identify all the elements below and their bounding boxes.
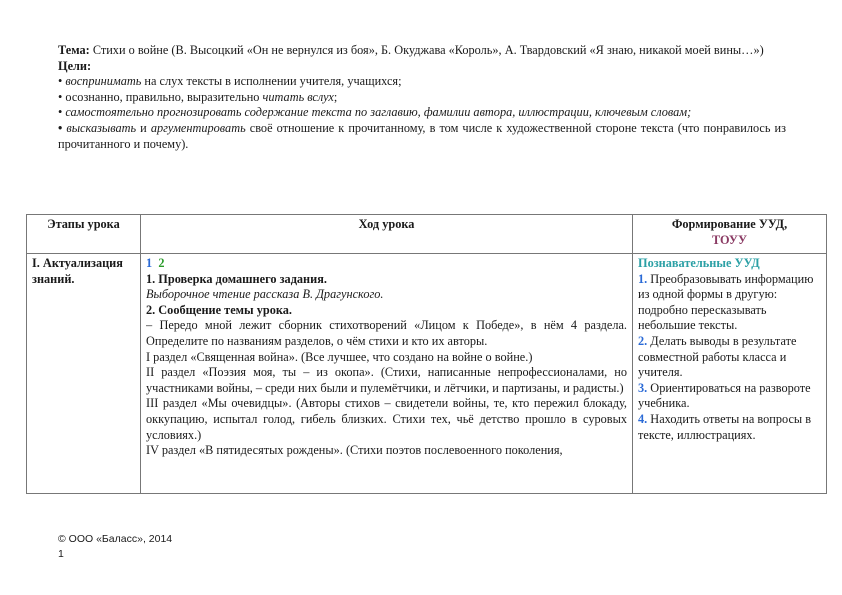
goal-text: своё отношение к прочитанному, в том числе к художественной стороне текста (что понравилось из прочитанного и почему). [58, 120, 786, 151]
paragraph: III раздел «Мы очевидцы». (Авторы стихов – свидетели войны, те, кто пережил блокаду, оккупацию, испытал голод, гибель близких. Стихи тех, чьё детство прошло в суровых условиях.) [146, 396, 627, 442]
uud-item-text: Делать выводы в результате совместной работы класса и учителя. [638, 333, 797, 380]
lesson-table [26, 214, 827, 494]
lesson-intro [58, 43, 786, 152]
goal-emphasis: воспринимать [65, 74, 142, 89]
goal-item [58, 90, 786, 106]
topic-label: Тема: [58, 43, 90, 57]
header-uud-label: Формирование УУД, [671, 217, 788, 231]
slide-numbers [146, 256, 627, 272]
slide-number: 1 [146, 256, 153, 270]
uud-item [638, 412, 821, 443]
header-stages: Этапы урока [27, 215, 141, 254]
goal-text: ; [333, 89, 338, 104]
uud-item [638, 272, 821, 334]
table-header-row [27, 215, 827, 254]
goal-emphasis: читать вслух [262, 89, 334, 104]
goals-label: Цели: [58, 58, 92, 73]
uud-item-number: 1. [638, 271, 648, 286]
goals-heading [58, 59, 786, 75]
goal-text: и [136, 120, 151, 135]
table-row [27, 254, 827, 494]
paragraph: I раздел «Священная война». (Все лучшее, что создано на войне о войне.) [146, 349, 533, 364]
goal-emphasis: аргументировать [150, 120, 246, 135]
goal-text: на слух тексты в исполнении учителя, учащихся; [141, 74, 402, 89]
uud-item [638, 381, 821, 412]
slide-number: 2 [158, 256, 165, 270]
header-toou-label: ТОУУ [712, 232, 747, 247]
uud-item-text: Преобразовывать информацию из одной формы в другую: подробно пересказывать небольшие тексты. [638, 271, 814, 333]
uud-item-number: 2. [638, 333, 648, 348]
goal-item [58, 105, 786, 121]
uud-item [638, 334, 821, 381]
header-uud [633, 215, 827, 254]
uud-title: Познавательные УУД [638, 256, 760, 270]
stage-title: I. Актуализация знаний. [32, 256, 123, 286]
goal-item [58, 121, 786, 152]
uud-item-text: Ориентироваться на развороте учебника. [638, 380, 811, 411]
goal-emphasis: высказывать [66, 120, 137, 135]
paragraph: IV раздел «В пятидесятых рождены». (Стихи поэтов послевоенного поколения, [146, 443, 563, 458]
goal-emphasis: самостоятельно прогнозировать содержание текста по заглавию, фамилии автора, иллюстрации, ключевым словам; [65, 105, 692, 120]
topic-text: Стихи о войне (В. Высоцкий «Он не вернулся из боя», Б. Окуджава «Король», А. Твардовский «Я знаю, никакой моей вины…») [92, 43, 764, 57]
header-course: Ход урока [141, 215, 633, 254]
page-number: 1 [58, 548, 64, 560]
goal-text: осознанно, правильно, выразительно [65, 89, 263, 104]
paragraph: – Передо мной лежит сборник стихотворений «Лицом к Победе», в нём 4 раздела. Определите по названиям разделов, о чём стихи и кто их авторы. [146, 318, 627, 348]
uud-item-number: 4. [638, 411, 648, 426]
section-text: Выборочное чтение рассказа В. Драгунского. [146, 287, 384, 302]
section-title: 1. Проверка домашнего задания. [146, 271, 327, 286]
uud-cell [633, 254, 827, 494]
paragraph: II раздел «Поэзия моя, ты – из окопа». (Стихи, написанные непрофессионалами, но участниками войны, – среди них были и пулемётчики, и лётчики, и партизаны, и радисты.) [146, 365, 627, 395]
copyright: © ООО «Баласс», 2014 [58, 533, 173, 545]
topic-line [58, 43, 786, 59]
uud-item-text: Находить ответы на вопросы в тексте, иллюстрациях. [638, 411, 812, 442]
goal-item [58, 74, 786, 90]
page-footer [58, 532, 172, 562]
uud-item-number: 3. [638, 380, 648, 395]
stage-cell [27, 254, 141, 494]
course-cell [141, 254, 633, 494]
section-title: 2. Сообщение темы урока. [146, 302, 292, 317]
